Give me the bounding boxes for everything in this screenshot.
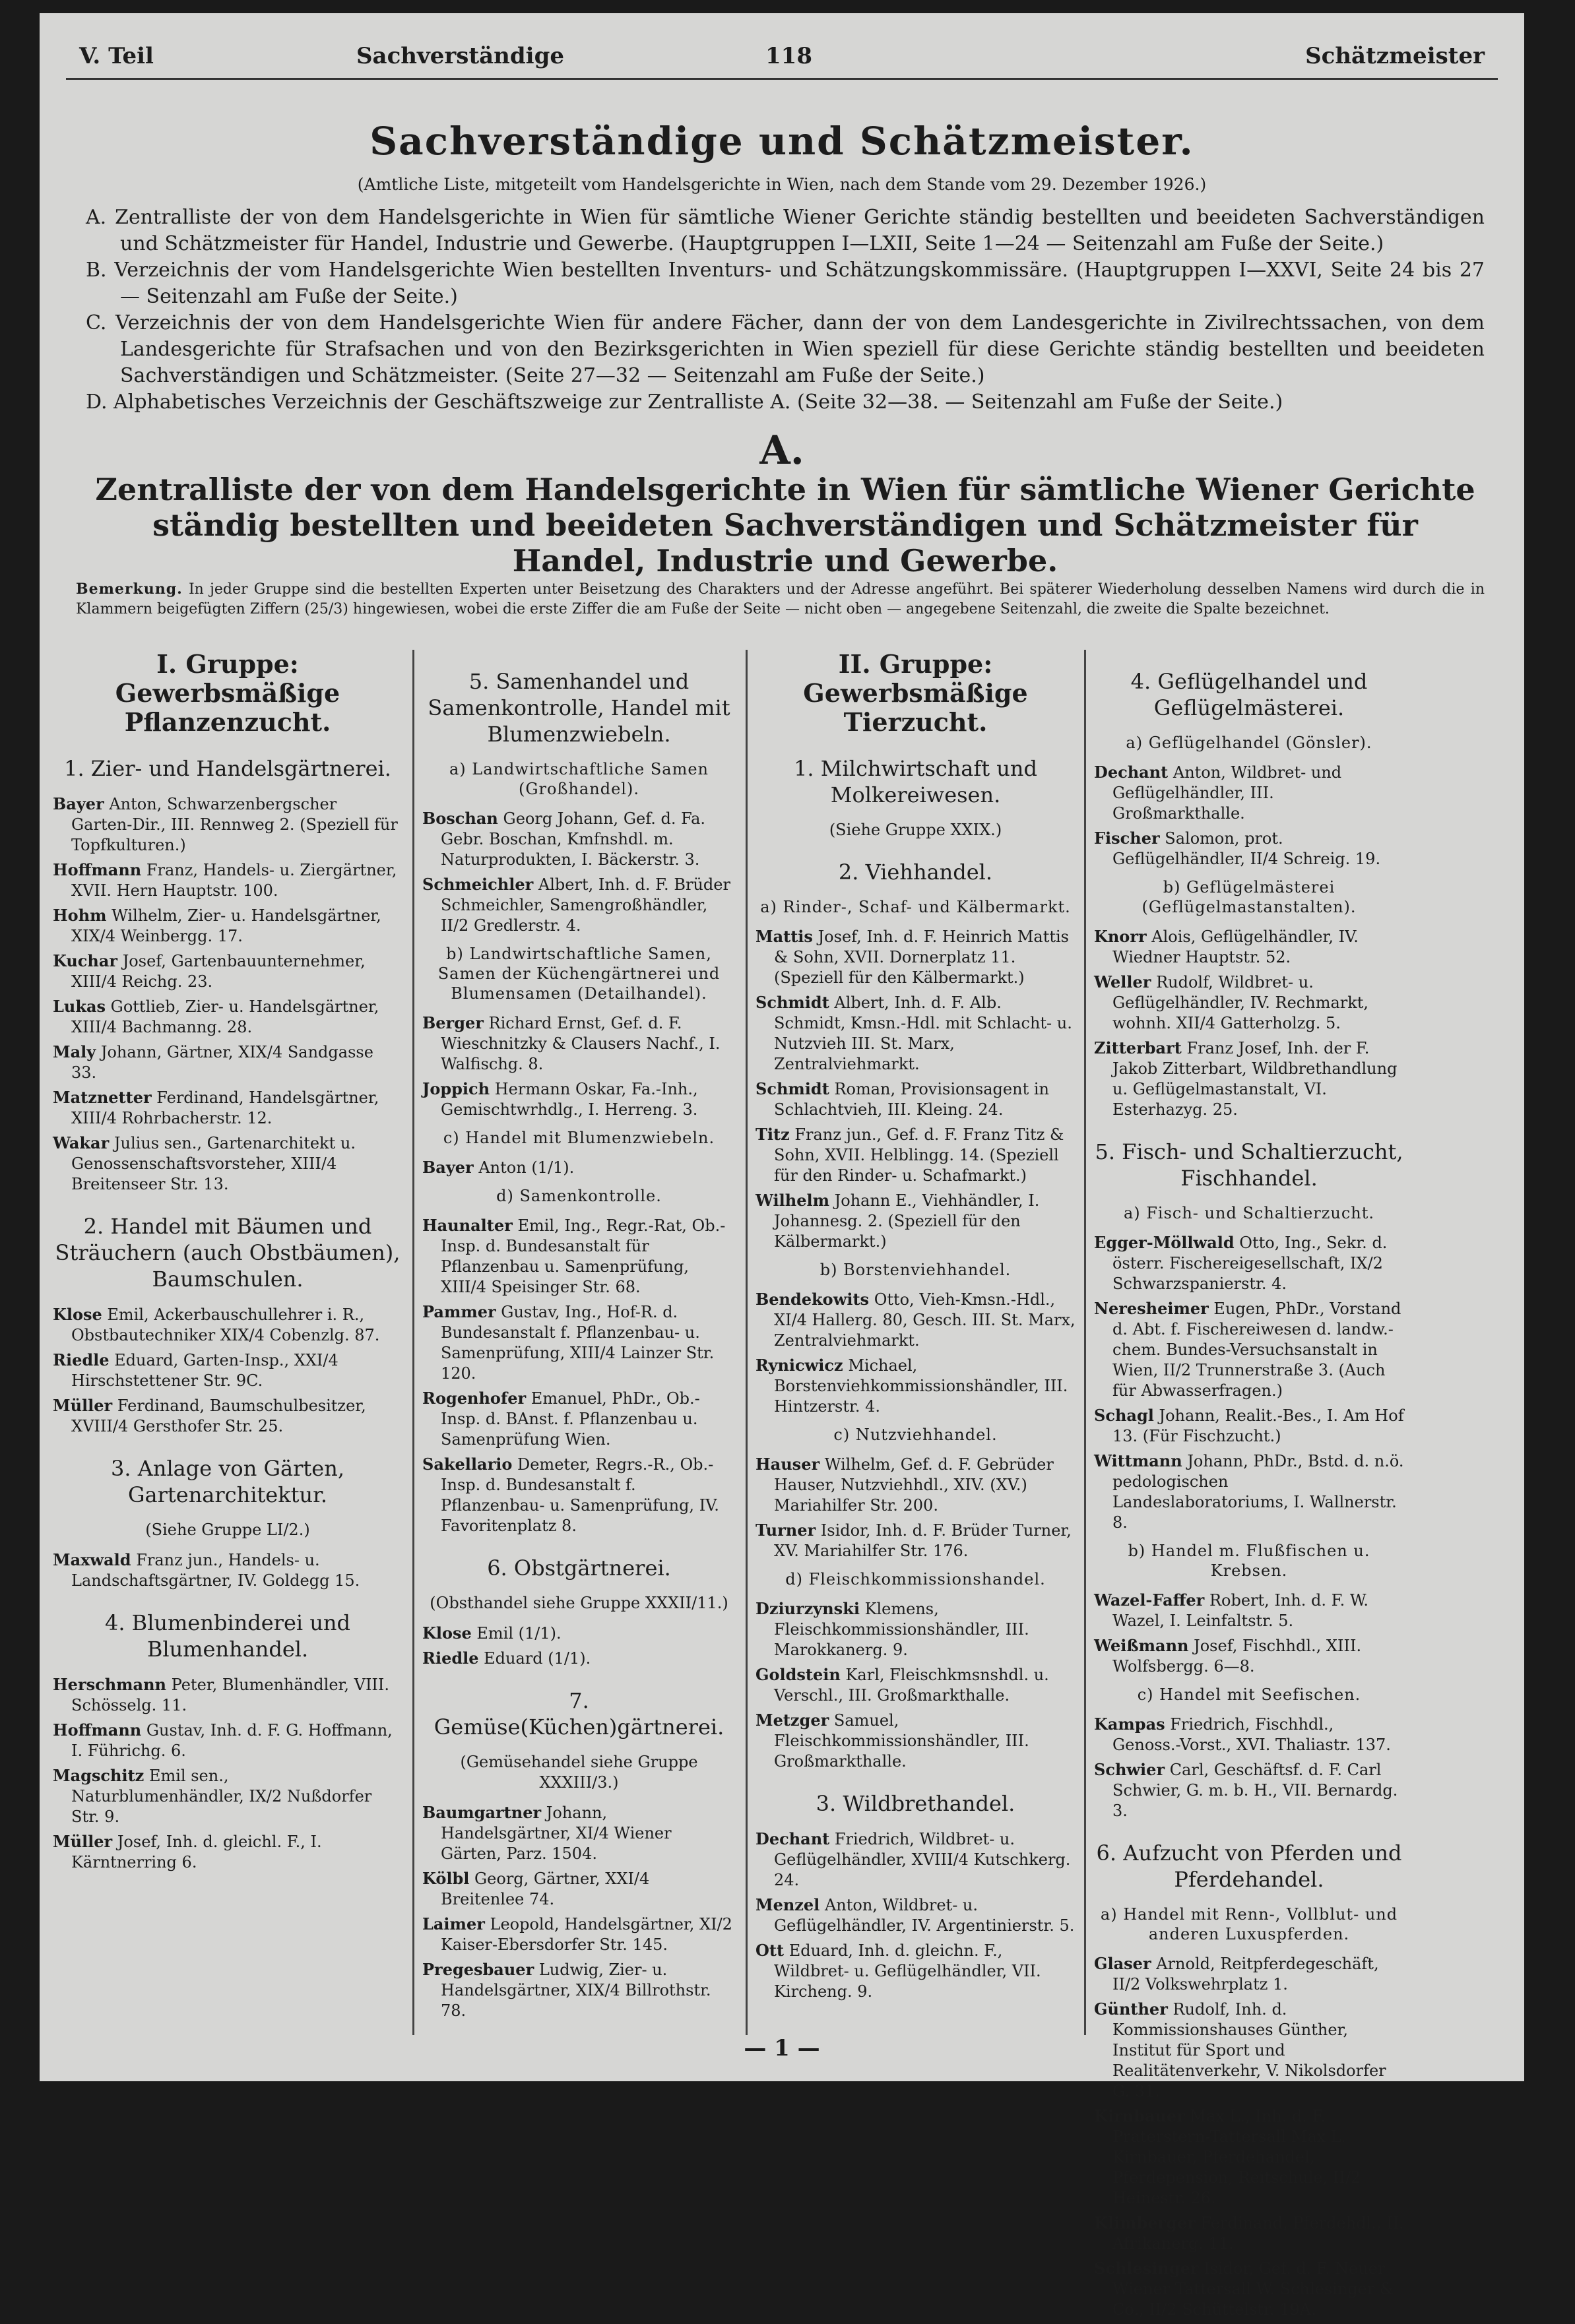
subcategory-heading: b) Landwirtschaftliche Samen, Samen der Küchengärtnerei und Blumensamen (Detailhandel). [437,945,721,1003]
listing-entry [1094,1298,1404,1401]
entry-name: Magschitz [53,1766,145,1785]
entry-name: Egger-Möllwald [1094,1233,1235,1252]
entry-details: Josef, Inh. d. F. Heinrich Mattis & Sohn, XVII. Dornerplatz 11. (Speziell für den Kälbermarkt.) [774,927,1069,987]
entry-details: Richard Ernst, Gef. d. F. Wieschnitzky & Clausers Nachf., I. Walfischg. 8. [441,1014,721,1073]
entry-name: Dechant [1094,763,1169,782]
listing-entry [53,996,402,1038]
entry-details: Georg, Gärtner, XXI/4 Breitenlee 74. [441,1869,650,1908]
listing-entry [53,1674,402,1716]
listing-entry [422,808,736,870]
listing-entry [53,1395,402,1437]
entry-name: Klose [422,1623,472,1643]
category-heading: 1. Zier- und Handelsgärtnerei. [64,756,391,781]
text-column-2 [422,650,736,2025]
column-divider [412,650,414,2035]
entry-name: Wazel-Faffer [1094,1590,1205,1610]
entry-details: Emil (1/1). [476,1624,562,1643]
entry-name: Bendekowits [755,1290,870,1309]
entry-name: Zitterbart [1094,1038,1182,1057]
subcategory-heading: c) Handel mit Blumenzwiebeln. [443,1129,715,1147]
listing-entry [422,1914,736,1955]
listing-entry [755,1940,1076,2002]
listing-entry [1094,1714,1404,1755]
entry-details: Anton, Wildbret- und Geflügelhändler, III. Großmarkthalle. [1112,763,1342,823]
listing-entry [53,1550,402,1591]
listing-entry [53,1765,402,1827]
listing-entry [755,1710,1076,1772]
category-heading: 7. Gemüse(Küchen)gärtnerei. [434,1688,724,1740]
text-column-4 [1094,650,1404,2324]
entry-name: Sakellario [422,1455,513,1474]
listing-entry [1094,1038,1404,1120]
category-heading: 2. Viehhandel. [838,860,993,885]
listing-entry [53,951,402,992]
entry-details: Michael, Borstenviehkommissionshändler, III. Hintzerstr. 4. [774,1356,1068,1416]
listing-entry [422,874,736,936]
entry-name: Boschan [422,809,498,828]
entry-details: Franz, Handels- u. Ziergärtner, XVII. Hern Hauptstr. 100. [71,861,397,900]
entry-details: Max L., Inh. d. F. Praterstern-Tattersall Max L. Kirnbauer, Pferdehandel, Pferdepension, Reitschule, II/2 Heinestr. 26. [1112,2107,1361,2207]
listing-entry [1094,1759,1404,1821]
entry-name: Matznetter [53,1088,152,1107]
listing-entry [422,1802,736,1864]
entry-name: Metzger [755,1711,829,1730]
entry-name: Klose [53,1305,102,1324]
entry-name: Knorr [1094,927,1147,946]
header-subject-left: Sachverständige [356,43,564,69]
entry-details: Ferdinand, Handelsgärtner, XIII/4 Rohrbacherstr. 12. [71,1088,379,1127]
page-footer: — 1 — [744,2035,820,2061]
listing-entry [755,1520,1076,1561]
entry-details: Otto, Vieh-Kmsn.-Hdl., XI/4 Hallerg. 80, Gesch. III. St. Marx, Zentralviehmarkt. [774,1290,1076,1350]
entry-details: Leopold, Handelsgärtner, XI/2 Kaiser-Ebersdorfer Str. 145. [441,1915,732,1954]
group-heading: I. Gruppe: Gewerbsmäßige Pflanzenzucht. [115,649,340,737]
listing-entry [422,1868,736,1910]
listing-entry [1094,2258,1404,2320]
listing-entry [755,1124,1076,1186]
listing-entry [53,860,402,901]
entry-name: Glaser [1094,1954,1151,1973]
entry-details: Gustav, Ing., Hof-R. d. Bundesanstalt f. Pflanzenbau- u. Samenprüfung, XIII/4 Lainzer Str. 120. [441,1303,715,1383]
category-heading: 3. Anlage von Gärten, Gartenarchitektur. [111,1456,344,1507]
document-page [40,13,1524,2319]
entry-details: Eugen, PhDr., Vorstand d. Abt. f. Fischereiwesen d. landw.-chem. Bundes-Versuchsanstalt in Wien, II/2 Trunnerstraße 3. (Auch für Abwasserfragen.) [1112,1300,1401,1400]
listing-entry [1094,828,1404,869]
entry-name: Bayer [422,1158,474,1177]
entry-name: Berger [422,1013,484,1032]
entry-details: Franz Josef, Inh. der F. Jakob Zitterbart, Wildbrethandlung u. Geflügelmastanstalt, VI. Esterhazyg. 25. [1112,1039,1398,1119]
entry-details: Franz jun., Handels- u. Landschaftsgärtner, IV. Goldegg 15. [71,1551,360,1590]
entry-name: Wittmann [1094,1451,1182,1470]
entry-name: Maxwald [53,1550,131,1569]
listing-entry [755,1664,1076,1706]
entry-name: Kirnbauer [1094,2106,1185,2125]
entry-name: Menzel [755,1895,820,1914]
entry-details: Isidor, Inh. d. F. Brüder Turner, XV. Mariahilfer Str. 176. [774,1521,1072,1560]
entry-name: Pammer [422,1302,496,1321]
entry-details: Rudolf, Inh. d. Kommissionshauses Günther, Institut für Sport und Realitätenverkehr, V. Nikolsdorfer G. 31. [1112,2000,1386,2100]
entry-details: Carl, Geschäftsf. d. F. Carl Schwier, G. m. b. H., VII. Bernardg. 3. [1112,1761,1398,1820]
entry-name: Wilhelm [755,1191,829,1210]
cross-reference-note: (Siehe Gruppe XXIX.) [829,821,1002,839]
entry-details: Ferdinand, Baumschulbesitzer, XVIII/4 Gersthofer Str. 25. [71,1397,366,1435]
entry-details: Alois, Geflügelhändler, IV. Wiedner Hauptstr. 52. [1112,927,1359,966]
entry-details: Arnold, Reitpferdegeschäft, II/2 Volkswehrplatz 1. [1112,1955,1379,1994]
category-heading: 6. Obstgärtnerei. [487,1555,671,1581]
header-part-label: V. Teil [79,43,154,69]
entry-details: Josef, Inh. d. gleichl. F., I. Kärntnerring 6. [71,1833,322,1871]
listing-entry [422,1623,736,1644]
entry-details: Josef, Gartenbauunternehmer, XIII/4 Reichg. 23. [71,952,366,991]
listing-entry [755,1355,1076,1417]
subcategory-heading: a) Rinder-, Schaf- und Kälbermarkt. [760,898,1071,916]
intro-item: A. Zentralliste der von dem Handelsgerichte in Wien für sämtliche Wiener Gerichte ständig bestellten und beeideten Sachverständigen und Schätzmeister für Handel, Industrie und Gewerbe. (Hauptgruppen I—LXII, Seite 1—24 — Seitenzahl am Fuße der Seite.) [86,206,1485,255]
entry-name: Titz [755,1125,790,1144]
entry-name: Lukas [53,997,106,1016]
listing-entry [1094,926,1404,968]
entry-details: Johann, PhDr., Bstd. d. n.ö. pedologischen Landeslaboratoriums, I. Wallnerstr. 8. [1112,1452,1404,1532]
subcategory-heading: b) Borstenviehhandel. [820,1261,1012,1279]
entry-details: Salomon, prot. Geflügelhändler, II/4 Schreig. 19. [1112,829,1381,868]
listing-entry [53,794,402,856]
entry-name: Günther [1094,1999,1168,2019]
entry-name: Herschmann [53,1675,167,1694]
entry-name: Schagl [1094,1406,1154,1425]
entry-details: Rudolf, Wildbret- u. Geflügelhändler, IV. Rechmarkt, wohnh. XII/4 Gatterholzg. 5. [1112,973,1369,1032]
intro-item: B. Verzeichnis der vom Handelsgerichte Wien bestellten Inventurs- und Schätzungskommissäre. (Hauptgruppen I—XXVI, Seite 24 bis 27 — Seitenzahl am Fuße der Seite.) [86,259,1485,308]
entry-details: Gottlieb, Zier- u. Handelsgärtner, XIII/4 Bachmanng. 28. [71,997,379,1036]
entry-details: Anton, Wildbret- u. Geflügelhändler, IV. Argentinierstr. 5. [774,1896,1075,1935]
column-divider [746,650,748,2035]
entry-details: Eduard, Inh. d. gleichn. F., Wildbret- u. Geflügelhändler, VII. Kircheng. 9. [774,1941,1041,2001]
listing-entry [53,1831,402,1873]
category-heading: 2. Handel mit Bäumen und Sträuchern (auch Obstbäumen), Baumschulen. [55,1214,401,1292]
entry-details: Demeter, Regrs.-R., Ob.-Insp. d. Bundesanstalt f. Pflanzenbau- u. Samenprüfung, IV. Favoritenplatz 8. [441,1455,719,1535]
entry-name: Schlesinger [1094,2259,1199,2278]
entry-details: Emanuel, PhDr., Ob.-Insp. d. BAnst. f. Pflanzenbau u. Samenprüfung Wien. [441,1389,700,1449]
entry-name: Hauser [755,1455,820,1474]
entry-details: Johann, Handelsgärtner, XI/4 Wiener Gärten, Parz. 1504. [441,1804,672,1863]
entry-name: Haunalter [422,1216,513,1235]
category-heading: 5. Samenhandel und Samenkontrolle, Handel mit Blumenzwiebeln. [428,669,730,747]
entry-name: Schwier [1094,1760,1165,1779]
listing-entry [755,1454,1076,1516]
entry-details: Isidor, Gef. d. F. Neuer Wiener Tattersall W. Schlesinger & Co., II/2 Schüttelstr. 19A. [1112,2259,1394,2319]
listing-entry [755,1598,1076,1660]
entry-details: Ludwig, Zier- u. Handelsgärtner, XIX/4 Billrothstr. 78. [441,1961,711,2020]
entry-name: Rynicwicz [755,1356,843,1375]
entry-name: Weller [1094,972,1151,991]
entry-name: Wakar [53,1133,110,1152]
listing-entry [1094,1451,1404,1533]
listing-entry [53,1720,402,1761]
entry-details: Georg Johann, Gef. d. Fa. Gebr. Boschan, Kmfnshdl. m. Naturprodukten, I. Bäckerstr. 3. [441,809,706,869]
main-title: Sachverständige und Schätzmeister. [370,119,1194,164]
listing-entry [422,1013,736,1075]
subcategory-heading: d) Fleischkommissionshandel. [785,1570,1046,1588]
entry-details: Wilhelm, Gef. d. F. Gebrüder Hauser, Nutzviehhdl., XIV. (XV.) Mariahilfer Str. 200. [774,1455,1054,1515]
subcategory-heading: a) Landwirtschaftliche Samen (Großhandel). [449,760,709,798]
category-heading: 6. Aufzucht von Pferden und Pferdehandel. [1096,1840,1402,1892]
entry-details: Anton, Schwarzenbergscher Garten-Dir., III. Rennweg 2. (Speziell für Topfkulturen.) [71,795,398,854]
entry-details: Johann E., Viehhändler, I. Johannesg. 2. (Speziell für den Kälbermarkt.) [774,1191,1040,1251]
entry-name: Joppich [422,1079,490,1098]
listing-entry [422,1454,736,1536]
cross-reference-note: (Gemüsehandel siehe Gruppe XXXIII/3.) [460,1753,698,1792]
subtitle: (Amtliche Liste, mitgeteilt vom Handelsgerichte in Wien, nach dem Stande vom 29. Dezember 1926.) [357,175,1207,194]
entry-details: Josef, Fischhdl., XIII. Wolfsbergg. 6—8. [1112,1637,1362,1676]
entry-name: Maly [53,1042,96,1061]
entry-details: Otto, Ing., Sekr. d. österr. Fischereigesellschaft, IX/2 Schwarzspanierstr. 4. [1112,1234,1388,1293]
entry-name: Müller [53,1396,113,1415]
entry-details: Ferdinand, Pferdehdl., II. Afrikanerg. 11. [1112,2214,1404,2253]
entry-name: Bayer [53,794,104,813]
entry-name: Kuchar [53,951,118,970]
category-heading: 4. Blumenbinderei und Blumenhandel. [104,1610,351,1662]
category-heading: 4. Geflügelhandel und Geflügelmästerei. [1130,669,1368,720]
entry-details: Peter, Blumenhändler, VIII. Schösselg. 11. [71,1676,390,1714]
entry-details: Wilhelm, Zier- u. Handelsgärtner, XIX/4 Weinbergg. 17. [71,906,381,945]
entry-details: Emil, Ackerbauschullehrer i. R., Obstbautechniker XIX/4 Cobenzlg. 87. [71,1305,380,1344]
listing-entry [1094,972,1404,1034]
entry-name: Klimberger [1094,2213,1196,2232]
listing-entry [53,1087,402,1129]
listing-entry [1094,1953,1404,1995]
entry-name: Pregesbauer [422,1960,534,1979]
listing-entry [422,1959,736,2021]
listing-entry [755,1289,1076,1351]
remark-label: Bemerkung. [76,581,183,598]
text-column-1 [53,650,402,1877]
text-column-3 [755,650,1076,2006]
intro-list [86,204,1485,416]
subcategory-heading: c) Nutzviehhandel. [833,1426,998,1444]
entry-name: Laimer [422,1914,485,1933]
subcategory-heading: c) Handel mit Seefischen. [1137,1685,1361,1704]
subcategory-heading: a) Handel mit Renn-, Vollblut- und anderen Luxuspferden. [1100,1905,1398,1943]
entry-details: Johann, Gärtner, XIX/4 Sandgasse 33. [71,1043,373,1082]
entry-name: Weißmann [1094,1636,1189,1655]
header-page-number: 118 [765,43,812,69]
listing-entry [1094,762,1404,824]
entry-details: Emil, Ing., Regr.-Rat, Ob.-Insp. d. Bundesanstalt für Pflanzenbau u. Samenprüfung, XIII/4 Speisinger Str. 68. [441,1216,726,1296]
entry-name: Ott [755,1941,785,1960]
entry-name: Fischer [1094,829,1160,848]
listing-entry [53,905,402,947]
listing-entry [755,1190,1076,1252]
entry-name: Baumgartner [422,1803,542,1822]
column-divider [1084,650,1086,2035]
entry-name: Schmidt [755,993,829,1012]
entry-name: Dziurzynski [755,1599,860,1618]
entry-name: Kölbl [422,1869,470,1888]
subcategory-heading: a) Fisch- und Schaltierzucht. [1123,1204,1375,1222]
listing-entry [422,1302,736,1384]
header-subject-right: Schätzmeister [1305,43,1485,69]
listing-entry [422,1157,736,1178]
subcategory-heading: a) Geflügelhandel (Gönsler). [1126,734,1372,752]
category-heading: 5. Fisch- und Schaltierzucht, Fischhandel. [1095,1139,1403,1191]
entry-name: Schmidt [755,1079,829,1098]
intro-item: D. Alphabetisches Verzeichnis der Geschäftszweige zur Zentralliste A. (Seite 32—38. — Seitenzahl am Fuße der Seite.) [86,391,1283,414]
listing-entry [755,1829,1076,1891]
entry-name: Mattis [755,927,813,946]
entry-name: Turner [755,1521,816,1540]
listing-entry [755,1895,1076,1936]
entry-details: Emil sen., Naturblumenhändler, IX/2 Nußdorfer Str. 9. [71,1767,372,1826]
entry-name: Riedle [422,1649,479,1668]
entry-name: Goldstein [755,1665,841,1684]
category-heading: 1. Milchwirtschaft und Molkereiwesen. [794,756,1037,807]
entry-name: Neresheimer [1094,1299,1209,1318]
section-title: Zentralliste der von dem Handelsgerichte in Wien für sämtliche Wiener Gerichte ständig bestellten und beeideten Sachverständigen und Schätzmeister für Handel, Industrie und Gewerbe. [95,472,1475,579]
entry-details: Friedrich, Wildbret- u. Geflügelhändler, XVIII/4 Kutschkerg. 24. [774,1830,1071,1889]
running-header [66,43,1498,76]
group-heading: II. Gruppe: Gewerbsmäßige Tierzucht. [803,649,1028,737]
listing-entry [755,926,1076,988]
entry-details: Julius sen., Gartenarchitekt u. Genossenschaftsvorsteher, XIII/4 Breitenseer Str. 13. [71,1134,356,1193]
entry-details: Roman, Provisionsagent in Schlachtvieh, III. Kleing. 24. [774,1080,1049,1119]
listing-entry [1094,1405,1404,1447]
remark [76,579,1485,619]
listing-entry [53,1042,402,1083]
subcategory-heading: b) Handel m. Flußfischen u. Krebsen. [1128,1542,1370,1580]
cross-reference-note: (Obsthandel siehe Gruppe XXXII/11.) [430,1594,728,1612]
subcategory-heading: d) Samenkontrolle. [496,1187,662,1205]
listing-entry [1094,2106,1404,2209]
listing-entry [53,1133,402,1195]
entry-details: Friedrich, Fischhdl., Genoss.-Vorst., XVI. Thaliastr. 137. [1112,1715,1391,1754]
listing-entry [422,1079,736,1120]
listing-entry [53,1350,402,1391]
entry-name: Hohm [53,906,107,925]
entry-details: Klemens, Fleischkommissionshändler, III. Marokkanerg. 9. [774,1600,1029,1659]
entry-name: Riedle [53,1350,110,1369]
entry-details: Albert, Inh. d. F. Brüder Schmeichler, Samengroßhändler, II/2 Gredlerstr. 4. [441,875,730,935]
entry-name: Schmeichler [422,875,534,894]
section-letter: A. [759,427,804,474]
listing-entry [1094,1590,1404,1631]
entry-details: Eduard (1/1). [484,1649,591,1668]
entry-details: Albert, Inh. d. F. Alb. Schmidt, Kmsn.-Hdl. mit Schlacht- u. Nutzvieh III. St. Marx, Zentralviehmarkt. [774,993,1072,1073]
listing-entry [422,1388,736,1450]
entry-name: Rogenhofer [422,1389,527,1408]
remark-text: In jeder Gruppe sind die bestellten Experten unter Beisetzung des Charakters und der Adresse angeführt. Bei späterer Wiederholung desselben Namens wird durch die in Klammern beigefügten Ziffern (25/3) hingewiesen, wobei die erste Ziffer die am Fuße der Seite — nicht oben — angegebene Seitenzahl, die zweite die Spalte bezeichnet. [76,581,1485,617]
listing-entry [422,1215,736,1298]
entry-details: Anton (1/1). [478,1158,575,1177]
entry-details: Hermann Oskar, Fa.-Inh., Gemischtwrhdlg., I. Herreng. 3. [441,1080,698,1119]
category-heading: 3. Wildbrethandel. [816,1791,1015,1816]
listing-entry [755,1079,1076,1120]
entry-details: Gustav, Inh. d. F. G. Hoffmann, I. Führichg. 6. [71,1721,393,1760]
entry-details: Franz jun., Gef. d. F. Franz Titz & Sohn, XVII. Helblingg. 14. (Speziell für den Rinder- u. Schafmarkt.) [774,1125,1064,1185]
cross-reference-note: (Siehe Gruppe LI/2.) [145,1521,310,1539]
entry-name: Kampas [1094,1714,1165,1734]
listing-entry [422,1648,736,1669]
entry-name: Hoffmann [53,1720,142,1740]
entry-name: Müller [53,1832,113,1851]
listing-entry [53,1304,402,1346]
intro-item: C. Verzeichnis der von dem Handelsgerichte Wien für andere Fächer, dann der von dem Landesgerichte in Zivilrechtssachen, von dem Landesgerichte für Strafsachen und von den Bezirksgerichten in Wien speziell für diese Gerichte ständig bestellten und beeideten Sachverständigen und Schätzmeister. (Seite 27—32 — Seitenzahl am Fuße der Seite.) [86,311,1485,387]
entry-details: Robert, Inh. d. F. W. Wazel, I. Leinfaltstr. 5. [1112,1591,1368,1630]
listing-entry [1094,2213,1404,2254]
entry-name: Dechant [755,1829,830,1848]
listing-entry [755,992,1076,1075]
subcategory-heading: b) Geflügelmästerei (Geflügelmastanstalten). [1141,878,1357,916]
entry-details: Eduard, Garten-Insp., XXI/4 Hirschstettener Str. 9C. [71,1351,338,1390]
listing-entry [1094,1232,1404,1294]
entry-details: Samuel, Fleischkommissionshändler, III. Großmarkthalle. [774,1711,1029,1771]
entry-details: Karl, Fleischkmsnshdl. u. Verschl., III. Großmarkthalle. [774,1666,1049,1705]
entry-details: Johann, Realit.-Bes., I. Am Hof 13. (Für Fischzucht.) [1112,1406,1404,1445]
listing-entry [1094,1635,1404,1677]
entry-name: Hoffmann [53,860,142,879]
header-rule [66,78,1498,80]
